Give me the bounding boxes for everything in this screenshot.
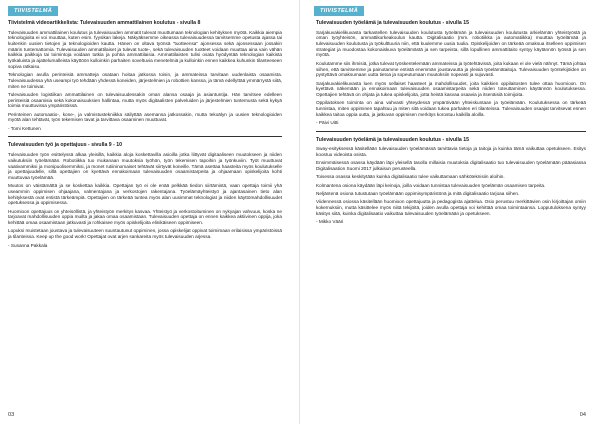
article-paragraph: Sway-esityksessä käsitellään tulevaisuuden työelämässä tarvittavia tietoja ja taitoja ja kuinka tämä vaikuttaa opetukseen. Esitys koostuu videoista osista. — [316, 146, 586, 158]
article-paragraph: Koulutamme siis ihmisiä, jotka tulevat työskentelemään ammateissa ja työtehtävissä, joita kukaan ei ole vielä nähnyt. Tämä johtaa siihen, että tarvitsemme ja painotamme entistä enemmän joustavuutta ja yleisiä työelämätaitoja. Tulevaisuuden työntekijöiden on pystyttävä omaksumaan uutta tietoa ja sopeutumaan muutoksiin nopeasti ja sujuvasti. — [316, 60, 586, 78]
article-paragraph: Kolmantena osiona käydään läpi keinoja, joilla voidaan tunnistaa tulevaisuuden työelämän osaamisen tarpeita. — [316, 182, 546, 188]
article-paragraph: Sarjakuvakielikuvasta tarkastellen tulevaisuuden koulutusta työelämän ja tulevaisuuden koulutusta arkielämän yhteistyöstä ja oman työyhteisön, ammattikorkeakoulun kautta. Digitalisaatio (mm. robotiikka ja automatiikka) muuttaa työelämää ja tulevaisuuden koulutusta ja työkulttuuria niin, että kuulemme uusia tuulia. Opiskelijoiden on tärkeää omaksua itselleen oppimisen strategiat ja muodostaa kokonaiskuva työelämästä ja sen tarpeista, sillä lopullinen ammattitaito syntyy käytännön työssä ja sen myötä. — [316, 29, 586, 58]
right-header-tag: TIIVISTELMÄ — [314, 6, 364, 16]
author-signature: - Susanna Pakkala — [8, 242, 48, 248]
author-signature: - Tomi Kettunen — [8, 125, 41, 131]
author-signature: - Päivi Uitti — [316, 120, 339, 126]
article-paragraph: Sarjakuvakielikuvasta luen myös sellaiset haasteet ja mahdollisuudet, joita kaikkien oppilaitosten tulee ottaa huomioon. On kyettävä näkemään ja ennakoimaan tulevaisuuden osaamistarpeita sekä niiden toteuttaminen käytännön koulutuksessa. Opettajien tehtävä on ohjata ja tukea opiskelijoita, jotta heistä kasvaa osaavia ja itsenäisiä toimijoita. — [316, 80, 586, 97]
article-paragraph: Teknologian avulla perinteisiä ammatteja osataan hoitaa jatkossa toisin, ja ammateissa tarvitaan uudenlaista osaamista. Tulevaisuudessa yhä useampi työ tehdään yhdessä koneiden, järjestelmien ja robottien kanssa, ja tämä edellyttää ymmärrystä siitä, miten ne toimivat. — [8, 72, 282, 89]
section-divider — [316, 131, 586, 132]
article-paragraph: Viidennessä osiossa käsitellään huomioon opettajuutta ja pedagogista ajattelua. Osio perustuu merkittävien osin kirjoittajan omiin kokemuksiin, mutta käsittelee myös niitä tekijöitä, joiden avulla opettaja voi kehittää omaa toimintaansa. Lopputuloksena syntyy käsitys siitä, kuinka digitalisaatio vaikuttaa tulevaisuuden työelämään ja opetukseen. — [316, 199, 586, 216]
article-paragraph: Neljäntenä osiona tutustutaan työelämään oppimisympäristönä ja mitä digitalisaatio tarjoaa siihen. — [316, 191, 520, 197]
article-paragraph: Oppilaitoksen toiminta on aina vahvasti yhteydessä ympäröivään yhteiskuntaan ja työelämään. Koulutuksessa on tärkeää tunnistaa, miten oppiminen tapahtuu ja miten sitä voidaan tukea parhaiten eri tilanteissa. Tulevaisuuden osaajat tarvitsevat ennen kaikkea taitoa oppia uutta, ja jatkuvan oppimisen merkitys korostuu kaikilla aloilla. — [316, 100, 586, 117]
article-paragraph: Lopuksi muistetaan joustava ja tulevaisuuteen suuntautunut oppiminen, jossa opiskelijat oppivat toimimaan erilaisissa ympäristöissä ja tilanteissa. Keep up the good work! Opettajat ovat arjen sankareita myös tulevaisuuden arjessa. — [8, 228, 282, 240]
left-column — [8, 20, 282, 251]
page-number: 03 — [8, 412, 15, 418]
article-paragraph: Muutos on väistämättä ja se koskettaa kaikkia. Opettajan työ ei ole enää pelkkää tiedon siirtämistä, vaan opettaja toimii yhä useammin oppimisen ohjaajana, valmentajana ja verkostojen rakentajana. Työelämäyhteistyö ja ajantasainen tieto alan kehityksestä ovat entistä tärkeämpiä. Opettajien on tärkeää tuntea myös alan uusimmat teknologiat ja niiden käyttömahdollisuudet opetuksessa ja oppimisessa. — [8, 183, 282, 206]
article-title: Tulevaisuuden työelämä ja tulevaisuuden koulutus - sivulla 15 — [316, 136, 469, 143]
article-paragraph: Tulevaisuuden ammattilainen koulutus ja tulevaisuuden ammatit tulevat muuttumaan teknologian kehityksen myötä. Kaikkia aiempia teknologioita ei voi muuttaa, kuten esim. fyysikan lakeja. Näkyäksemme oikeassa tulevaisuudessa tarvitsemme opetusta ajassa tai kuitenkin uusien tietojen ja teknologioiden kautta. Hänen on oltava työnsä "tuotteensa" ajonsessa sekä ajonsessaan jossakin määrin tuntemattomia. Tulevaisuuden ammattilaiset ja tulevat tuote-, sekä tulevaisuuden tuotteet voidaan muuttaa aina vain vähän kaikkia paikkoja tai toimintoja voidaan tutkia ja pohtia ammattilaisia. Ammattilaisten tulisi osata hyödyntää teknologian kaikista työkaluista ja ajattelumalleista käyttöön kulloinkin parhaiten soveltuvia menetelmiä ja kulloinkin ennen kaikkea kuhunkin tilanteeseen sopiva ratkaisu. — [8, 29, 282, 69]
article-paragraph: Perinteinen automaatio-, kone-, ja valmistustekniikka säilyttää asemansa jatkossakin, mutta tekoälyn ja uusien teknologioiden myötä alan tehtävät, työn tekemisen tavat ja tarvittava osaaminen muuttuvat. — [8, 111, 282, 123]
article-title: Tulevaisuuden työelämä ja tulevaisuuden koulutus - sivulla 15 — [316, 20, 469, 26]
article-title: Tulevaisuuden työ ja opettajuus - sivulla 9 - 10 — [8, 142, 123, 149]
right-page — [300, 0, 600, 424]
author-signature: - Mikko Vääri — [316, 219, 344, 225]
section-divider — [8, 136, 282, 137]
article-title: Tiivistelmä videoartikkelista: Tulevaisuuden ammattilainen koulutus - sivulla 8 — [8, 20, 201, 26]
article-paragraph: Tulevaisuuden työn esittelyssä alkaa yleisillä, kaikkia aloja koskettavilla asioilla jotka liittyvät digitaaliseen muutokseen ja niiden vaikutuksiin työelämään. Robotiikka tuo mukanaan muutoksia työhön, työn tekemisen tapoihin ja työnkuviin. Työt muuttuvat vaativammiksi ja monipuolisemmiksi, ja monet rutiininomaiset tehtävät siirtyvät koneille. Tämä asettaa haasteita myös koulutukselle ja opettajuudelle, sillä opettajien on kyettävä ennakoimaan tulevaisuuden osaamistarpeita ja ohjaamaan opiskelijoita kohti muuttuvaa työelämää. — [8, 152, 282, 180]
article-paragraph: Toisessa osassa keskitytään kuinka digitalisaatio tulee vaikuttamaan sähköteknisiin aloihin. — [316, 174, 505, 180]
left-header-tag: TIIVISTELMÄ — [8, 6, 58, 16]
article-paragraph: Ensimmäisessä osassa käydään läpi yleisellä tasolla millaisia muutoksia digitalisaatio tuo tulevaisuuden työelämään pääasiassa Digitalisaation Suomi 2017 julkaisun perusteella. — [316, 160, 586, 172]
article-paragraph: Huomioon opettajuus on yhteisöllistä, ja yhteistyön merkitys kasvaa. Yhteistyö ja verkostoituminen on nykyajan vahvuus, koska ne tarjoavat mahdollisuuden oppia muilta ja jakaa omaa osaamistaan. Tulevaisuuden opettaja on ennen kaikkea aktiivinen oppija, joka kehittää omaa osaamistaan jatkuvasti ja rohkaisee myös opiskelijoita elinikäiseen oppimiseen. — [8, 208, 282, 226]
page-number: 04 — [579, 412, 586, 418]
right-column — [316, 20, 586, 228]
article-paragraph: Tulevaisuuden logistiikan ammattilainen on tulevaisuudessakin oman alansa osaaja ja asiantuntija. Hän tarvitsee edelleen perinteisiä osaamisia sekä kokonaisuuksien hallintaa, mutta myös digitaalisten palveluiden ja järjestelmien tuntemusta sekä kykyä toimia muuttuvissa ympäristöissä. — [8, 91, 282, 109]
